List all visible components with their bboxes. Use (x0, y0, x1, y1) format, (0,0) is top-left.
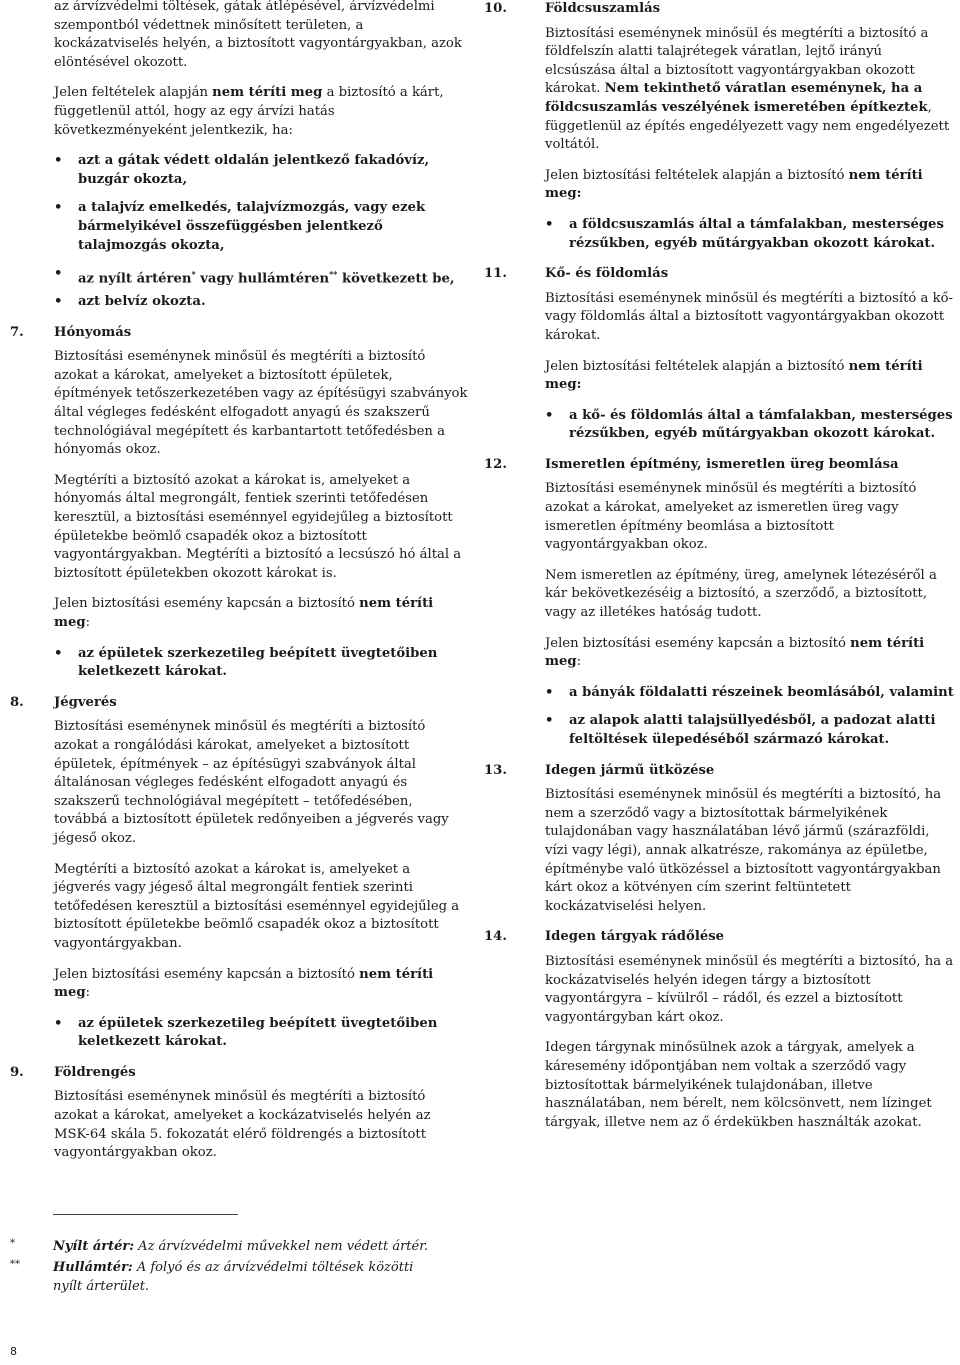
bullet-icon: • (54, 294, 63, 310)
bullet-icon: • (545, 216, 554, 232)
section-12 (484, 456, 954, 750)
footnote-marker: * (10, 1238, 15, 1249)
flood-exclusion-intro: Jelen feltételek alapján nem téríti meg a biztosító a kárt, függetlenül attól, hogy az egy árvízi hatás következményeként jelentkezik, ha: (54, 85, 444, 138)
section-8 (10, 694, 470, 1052)
list-item: • az épületek szerkezetileg beépített üvegtetőiben keletkezett károkat. (54, 645, 438, 680)
section-paragraph: Biztosítási eseménynek minősül és megtéríti a biztosító a kő- vagy földomlás által a biztosított vagyontárgyakban okozott károkat. (545, 290, 953, 343)
section-paragraph: Megtéríti a biztosító azokat a károkat is, amelyeket a jégverés vagy jégeső által megrongált fentiek szerinti tetőfedésen keresztül a biztosítási eseménnyel egyidejűleg a biztosított épületekbe beömlő csapadék okoz a biztosított vagyontárgyakban. (54, 861, 460, 951)
section-paragraph: Biztosítási eseménynek minősül és megtéríti a biztosító azokat a rongálódási károkat, amelyeket a biztosított épületek, építmények – az építésügyi szabványok által általánosan végleges fedésként elfogadott anyagú és szakszerű technológiával megépített – tetőfedésében, továbbá a biztosított épületek redőnyeiben a jégverés vagy jégeső okoz. (54, 719, 449, 846)
flood-continuation-paragraph: az árvízvédelmi töltések, gátak átlépésével, árvízvédelmi szempontból védettnek minősített területen, a kockázatviselés helyén, a biztosított vagyontárgyakban, azok elöntésével okozott. (54, 0, 462, 70)
exclusion-intro: Jelen biztosítási feltételek alapján a biztosító nem téríti meg: (545, 167, 923, 202)
section-paragraph: Biztosítási eseménynek minősül és megtéríti a biztosító a földfelszín alatti talajrétegek váratlan, lejtő irányú elcsúszása által a biztosított vagyontárgyakban okozott károkat. Nem tekinthető váratlan eseménynek, ha a földcsuszamlás veszélyének ismeretében építkeztek, függetlenül az építés engedélyezett vagy nem engedélyezett voltától. (545, 25, 950, 153)
footnote-marker: * (191, 269, 196, 280)
section-paragraph: Biztosítási eseménynek minősül és megtéríti a biztosító, ha a kockázatviselés helyén idegen tárgy a biztosított vagyontárgyra – kívülről – rádől, és ezzel a biztosított vagyontárgyban kárt okoz. (545, 953, 954, 1025)
list-item: • az épületek szerkezetileg beépített üvegtetőiben keletkezett károkat. (54, 1015, 438, 1050)
section-paragraph: Nem ismeretlen az építmény, üreg, amelynek létezéséről a kár bekövetkezéséig a biztosító, a szerződő, a biztosított, vagy az illetékes hatóság tudott. (545, 567, 937, 621)
section-7 (10, 324, 470, 682)
exclusion-list (545, 407, 954, 444)
bullet-icon: • (54, 153, 63, 169)
section-heading: 12. Ismeretlen építmény, ismeretlen üreg beomlása (484, 456, 899, 472)
right-column (484, 0, 954, 1144)
section-paragraph: Megtéríti a biztosító azokat a károkat is, amelyeket a hónyomás által megrongált, fentiek szerinti tetőfedésen keresztül, a biztosítási eseménnyel egyidejűleg a biztosított épületekbe beömlő csapadék okoz a biztosított vagyontárgyakban. Megtéríti a biztosító a lecsúszó hó által a biztosított épületekben okozott károkat is. (54, 472, 462, 581)
exclusion-list (545, 216, 954, 253)
section-10 (484, 0, 954, 253)
bullet-icon: • (545, 713, 554, 729)
section-heading: 9. Földrengés (10, 1064, 136, 1080)
bullet-icon: • (54, 266, 63, 282)
bullet-icon: • (54, 1015, 63, 1031)
exclusion-list (54, 645, 470, 682)
section-heading: 8. Jégverés (10, 694, 117, 710)
section-11 (484, 265, 954, 444)
footnotes (10, 1214, 430, 1298)
footnote: * Nyílt ártér: Az árvízvédelmi művekkel nem védett ártér. (10, 1238, 429, 1254)
left-column (10, 0, 470, 1175)
footnote-divider (53, 1214, 238, 1215)
section-heading: 10. Földcsuszamlás (484, 1, 661, 16)
list-item: • a bányák földalatti részeinek beomlásából, valamint (545, 684, 954, 703)
exclusion-intro: Jelen biztosítási esemény kapcsán a biztosító nem téríti meg: (54, 596, 434, 631)
section-13 (484, 762, 954, 917)
list-item: • azt belvíz okozta. (54, 293, 470, 312)
bullet-icon: • (54, 200, 63, 216)
list-item: • azt a gátak védett oldalán jelentkező fakadóvíz, buzgár okozta, (54, 153, 430, 187)
section-paragraph: Idegen tárgynak minősülnek azok a tárgyak, amelyek a káresemény időpontjában nem voltak a szerződő vagy biztosítottak bármelyikének tulajdonában, illetve használatában, nem bérelt, nem kölcsönvett, nem lízinget tárgyak, illetve nem az ő érdekükben használták azokat. (545, 1040, 932, 1130)
section-heading: 11. Kő- és földomlás (484, 266, 669, 282)
footnote: ** Hullámtér: A folyó és az árvízvédelmi töltések közötti nyílt árterület. (10, 1259, 414, 1294)
footnote-marker: ** (329, 269, 338, 280)
list-item: • az alapok alatti talajsüllyedésből, a padozat alatti feltöltések ülepedéséből származó károkat. (545, 713, 936, 747)
list-item: • az nyílt ártéren* vagy hullámtéren** következett be, (54, 266, 455, 287)
exclusion-intro: Jelen biztosítási esemény kapcsán a biztosító nem téríti meg: (54, 966, 434, 1001)
exclusion-list (545, 684, 954, 750)
list-item: • a kő- és földomlás által a támfalakban, mesterséges rézsűkben, egyéb műtárgyakban okozott károkat. (545, 407, 953, 442)
bullet-icon: • (54, 645, 63, 661)
section-paragraph: Biztosítási eseménynek minősül és megtéríti a biztosító azokat a károkat, amelyeket a biztosított épületek, építmények tetőszerkezetében vagy az építésügyi szabványok által végleges fedésként elfogadott anyagú és szakszerű technológiával megépített és karbantartott tetőfedésben a hónyomás okoz. (54, 349, 468, 458)
bullet-icon: • (545, 407, 554, 423)
footnote-marker: ** (10, 1259, 20, 1270)
section-14 (484, 928, 954, 1132)
exclusion-intro: Jelen biztosítási esemény kapcsán a biztosító nem téríti meg: (545, 635, 925, 670)
section-paragraph: Biztosítási eseménynek minősül és megtéríti a biztosító azokat a károkat, amelyeket a kockázatviselés helyén az MSK-64 skála 5. fokozatát elérő földrengés a biztosított vagyontárgyakban okoz. (54, 1089, 431, 1161)
list-item: • a földcsuszamlás által a támfalakban, mesterséges rézsűkben, egyéb műtárgyakban okozott károkat. (545, 216, 944, 251)
section-paragraph: Biztosítási eseménynek minősül és megtéríti a biztosító, ha nem a szerződő vagy a biztosítottak bármelyikének tulajdonában vagy használatában lévő jármű (szárazföldi, vízi vagy légi), annak alkatrésze, rakománya az épületbe, építménybe való ütközéssel a biztosított vagyontárgyakban kárt okoz a kötvényen cím szerint feltüntetett kockázatviselési helyen. (545, 787, 942, 914)
section-9 (10, 1064, 470, 1163)
section-paragraph: Biztosítási eseménynek minősül és megtéríti a biztosító azokat a károkat, amelyeket az ismeretlen üreg vagy ismeretlen építmény beomlása a biztosított vagyontárgyakban okoz. (545, 481, 917, 553)
section-heading: 7. Hónyomás (10, 324, 132, 340)
exclusion-list (54, 1015, 470, 1052)
flood-exclusion-list (54, 152, 470, 312)
page-number: 8 (10, 1345, 17, 1358)
section-heading: 13. Idegen jármű ütközése (484, 762, 715, 778)
list-item: • a talajvíz emelkedés, talajvízmozgás, vagy ezek bármelyikével összefüggésben jelentkező talajmozgás okozta, (54, 200, 426, 253)
bullet-icon: • (545, 684, 554, 700)
exclusion-intro: Jelen biztosítási feltételek alapján a biztosító nem téríti meg: (545, 358, 923, 393)
left-column-body (10, 0, 470, 312)
section-heading: 14. Idegen tárgyak rádőlése (484, 929, 725, 945)
